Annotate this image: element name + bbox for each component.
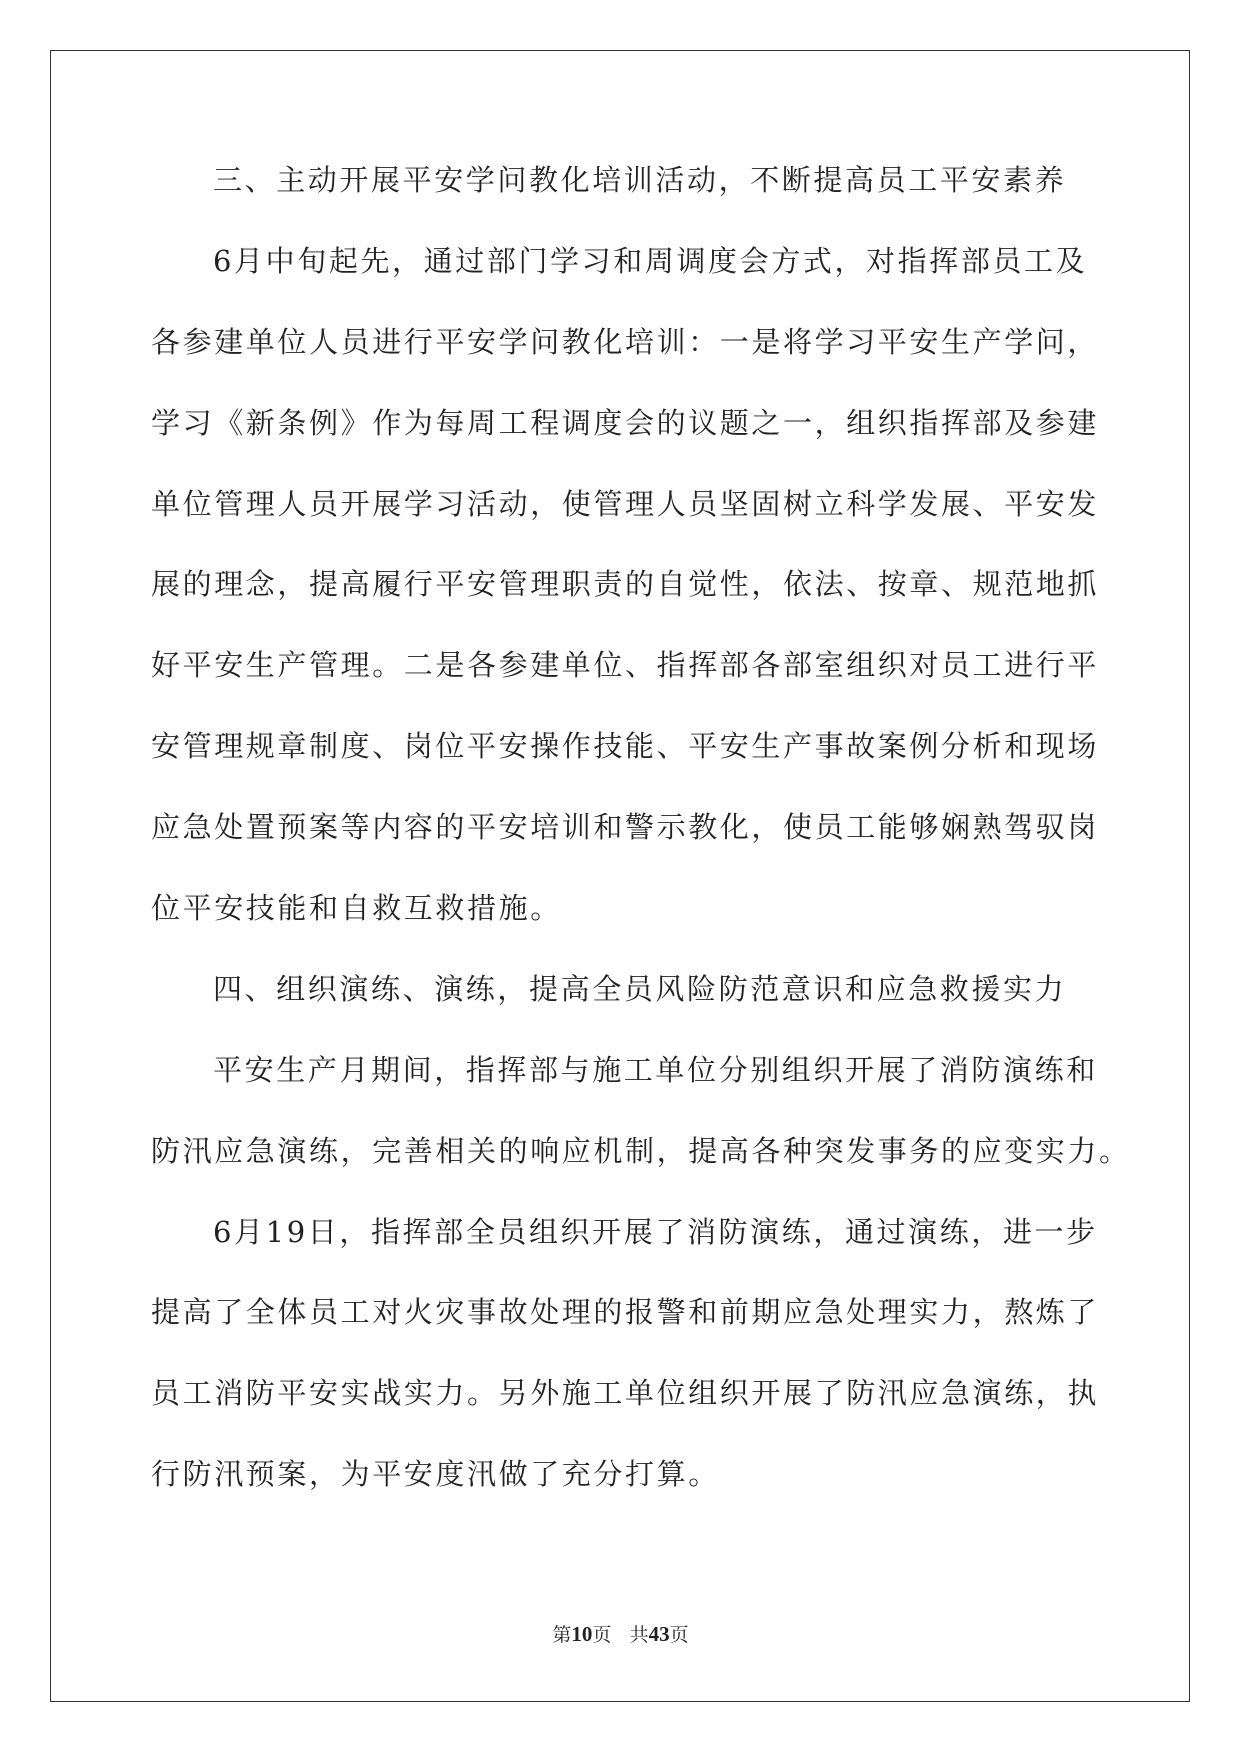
total-pages: 43 bbox=[648, 1622, 670, 1646]
text-line: 防汛应急演练，完善相关的响应机制，提高各种突发事务的应变实力。 bbox=[151, 1133, 1131, 1168]
page-prefix: 第 bbox=[552, 1624, 572, 1646]
text-line: 安管理规章制度、岗位平安操作技能、平安生产事故案例分析和现场 bbox=[151, 729, 1100, 764]
text-line: 位平安技能和自救互救措施。 bbox=[151, 891, 562, 926]
text-line: 好平安生产管理。二是各参建单位、指挥部各部室组织对员工进行平 bbox=[151, 648, 1100, 683]
text-line: 单位管理人员开展学习活动，使管理人员坚固树立科学发展、平安发 bbox=[151, 486, 1100, 521]
text-line: 三、主动开展平安学问教化培训活动，不断提高员工平安素养 bbox=[213, 163, 1067, 197]
text-line: 行防汛预案，为平安度汛做了充分打算。 bbox=[151, 1457, 720, 1492]
text-line: 学习《新条例》作为每周工程调度会的议题之一，组织指挥部及参建 bbox=[151, 405, 1100, 440]
text-line: 展的理念，提高履行平安管理职责的自觉性，依法、按章、规范地抓 bbox=[151, 567, 1100, 602]
text-line: 各参建单位人员进行平安学问教化培训：一是将学习平安生产学问， bbox=[151, 324, 1100, 359]
total-prefix: 共 bbox=[629, 1624, 649, 1646]
text-line: 6月19日，指挥部全员组织开展了消防演练，通过演练，进一步 bbox=[213, 1214, 1098, 1249]
text-line: 提高了全体员工对火灾事故处理的报警和前期应急处理实力，熬炼了 bbox=[151, 1295, 1100, 1330]
page-footer bbox=[0, 1620, 1241, 1647]
page-number: 10 bbox=[571, 1622, 593, 1646]
text-line: 平安生产月期间，指挥部与施工单位分别组织开展了消防演练和 bbox=[213, 1052, 1098, 1087]
text-line: 员工消防平安实战实力。另外施工单位组织开展了防汛应急演练，执 bbox=[151, 1376, 1100, 1411]
document-body bbox=[151, 160, 1131, 1535]
text-line: 四、组织演练、演练，提高全员风险防范意识和应急救援实力 bbox=[213, 971, 1067, 1006]
text-line: 6月中旬起先，通过部门学习和周调度会方式，对指挥部员工及 bbox=[213, 243, 1088, 278]
page-suffix: 页 bbox=[592, 1624, 612, 1646]
total-suffix: 页 bbox=[669, 1624, 689, 1646]
text-line: 应急处置预案等内容的平安培训和警示教化，使员工能够娴熟驾驭岗 bbox=[151, 810, 1100, 845]
